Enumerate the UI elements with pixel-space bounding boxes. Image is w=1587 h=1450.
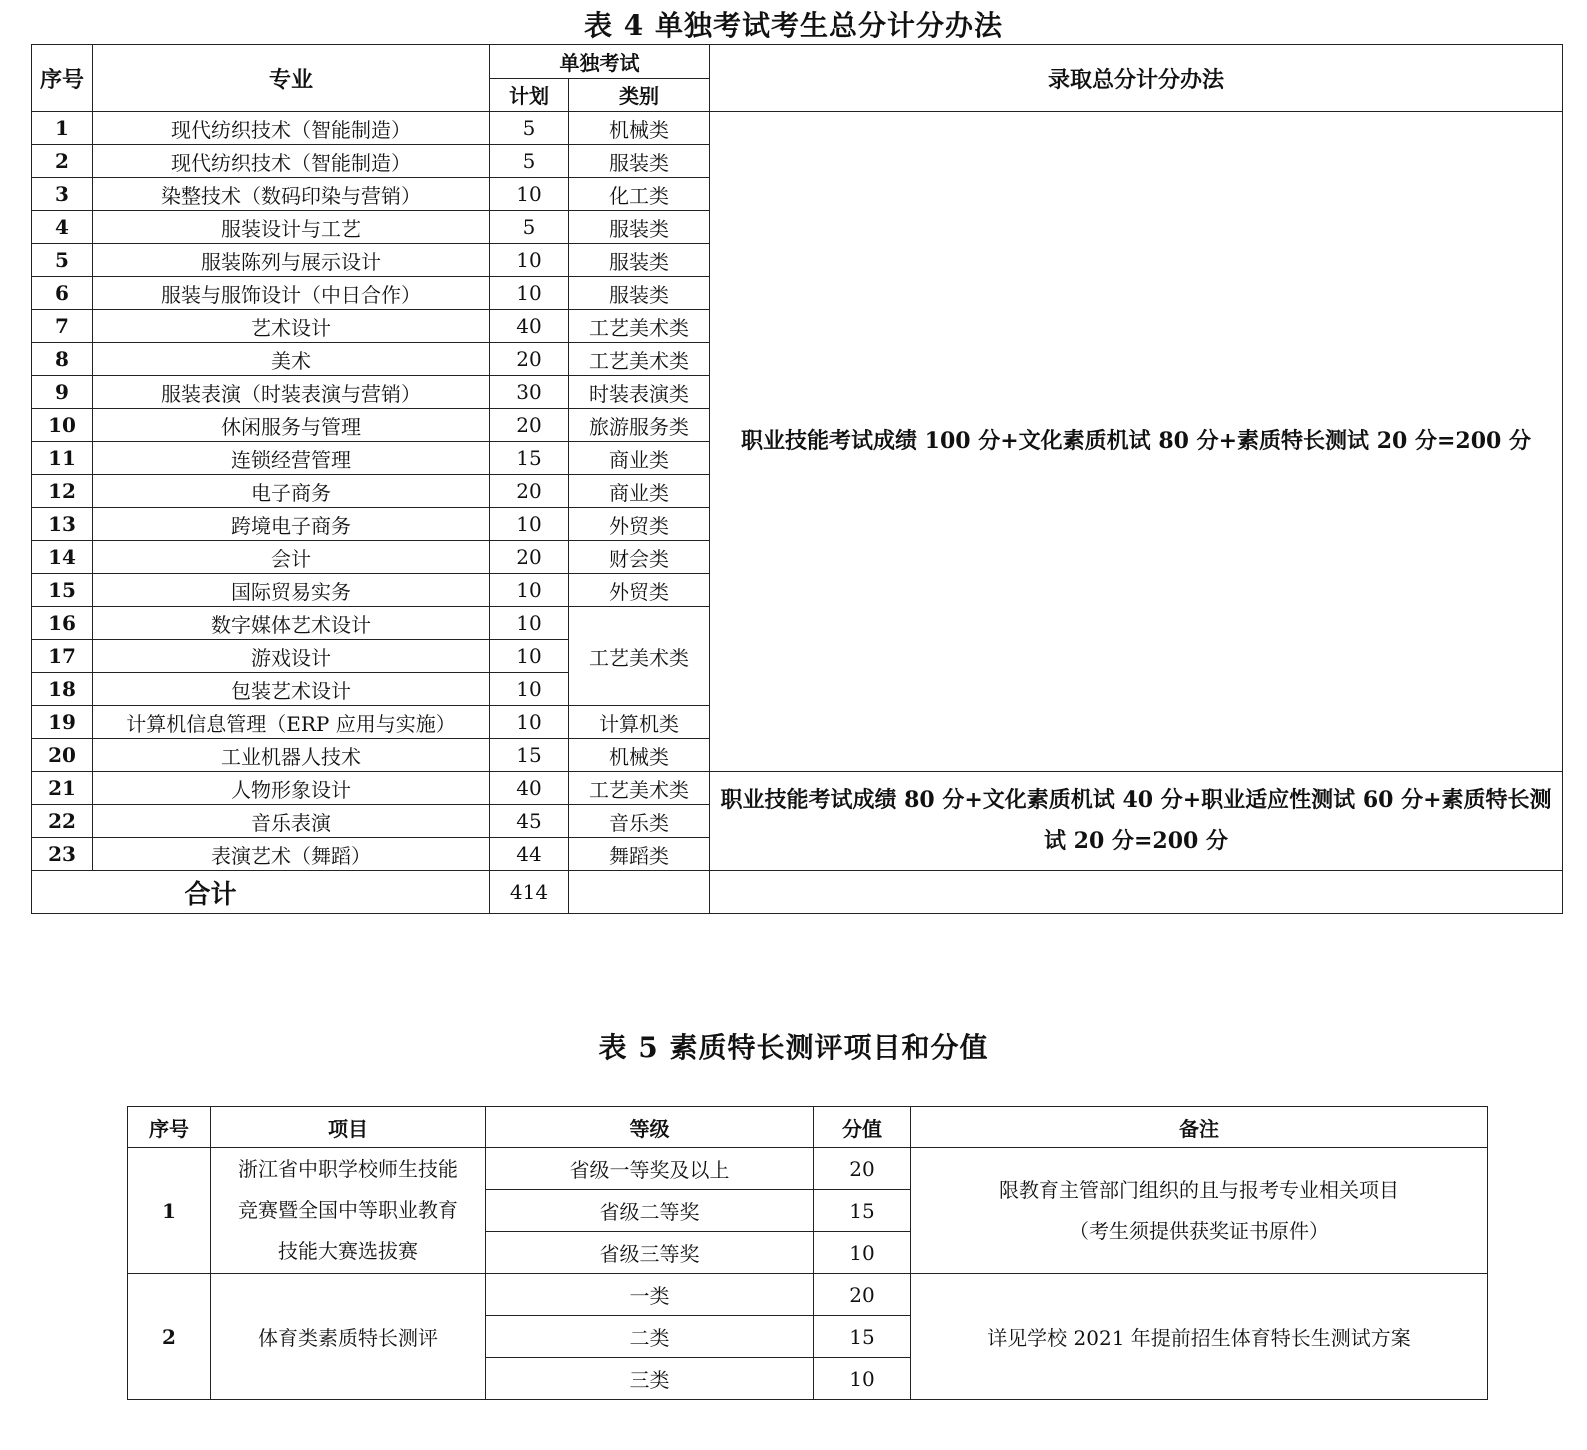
t5-score: 20 [814,1148,911,1190]
row-major: 服装陈列与展示设计 [93,244,490,277]
method-a: 职业技能考试成绩 100 分+文化素质机试 80 分+素质特长测试 20 分=200 分 [710,112,1563,772]
row-major: 人物形象设计 [93,772,490,805]
row-major: 表演艺术（舞蹈） [93,838,490,871]
row-index: 2 [32,145,93,178]
row-category: 机械类 [569,739,710,772]
table-row [32,112,1563,145]
t5-score: 15 [814,1190,911,1232]
row-category: 工艺美术类 [569,310,710,343]
row-index: 12 [32,475,93,508]
row-category: 服装类 [569,244,710,277]
row-major: 会计 [93,541,490,574]
t5-group-no: 1 [128,1148,211,1274]
row-index: 15 [32,574,93,607]
row-major: 音乐表演 [93,805,490,838]
total-method-empty [710,871,1563,914]
row-category: 服装类 [569,277,710,310]
row-plan: 5 [490,112,569,145]
row-major: 跨境电子商务 [93,508,490,541]
row-index: 3 [32,178,93,211]
row-category: 财会类 [569,541,710,574]
row-index: 22 [32,805,93,838]
row-major: 连锁经营管理 [93,442,490,475]
t5-score: 20 [814,1274,911,1316]
row-plan: 40 [490,772,569,805]
t5-level: 省级三等奖 [486,1232,814,1274]
row-category: 工艺美术类 [569,772,710,805]
row-index: 8 [32,343,93,376]
row-plan: 10 [490,673,569,706]
row-plan: 15 [490,739,569,772]
row-plan: 20 [490,343,569,376]
total-label: 合计 [32,871,490,914]
t5-header-level: 等级 [486,1107,814,1148]
row-plan: 5 [490,211,569,244]
row-plan: 30 [490,376,569,409]
row-index: 21 [32,772,93,805]
row-category: 服装类 [569,211,710,244]
row-major: 游戏设计 [93,640,490,673]
row-index: 5 [32,244,93,277]
row-plan: 10 [490,574,569,607]
table4 [31,44,1563,914]
t5-level: 一类 [486,1274,814,1316]
row-category: 商业类 [569,475,710,508]
row-major: 电子商务 [93,475,490,508]
row-category: 外贸类 [569,508,710,541]
header-plan: 计划 [490,78,569,112]
row-plan: 5 [490,145,569,178]
row-major: 服装设计与工艺 [93,211,490,244]
row-major: 休闲服务与管理 [93,409,490,442]
row-plan: 45 [490,805,569,838]
t5-score: 15 [814,1316,911,1358]
row-category: 服装类 [569,145,710,178]
row-category: 化工类 [569,178,710,211]
row-plan: 20 [490,475,569,508]
row-category: 外贸类 [569,574,710,607]
row-category: 工艺美术类 [569,607,710,706]
row-plan: 10 [490,244,569,277]
t5-group-note [911,1148,1488,1274]
row-plan: 10 [490,640,569,673]
table5-title: 表 5 素质特长测评项目和分值 [598,1031,989,1064]
row-major: 美术 [93,343,490,376]
row-category: 计算机类 [569,706,710,739]
t5-group-note: 详见学校 2021 年提前招生体育特长生测试方案 [911,1274,1488,1400]
row-index: 11 [32,442,93,475]
row-plan: 10 [490,607,569,640]
t5-level: 省级二等奖 [486,1190,814,1232]
row-major: 包装艺术设计 [93,673,490,706]
row-index: 14 [32,541,93,574]
t5-note-line2: （考生须提供获奖证书原件） [1069,1218,1329,1243]
row-plan: 10 [490,277,569,310]
t5-header-note: 备注 [911,1107,1488,1148]
row-plan: 20 [490,541,569,574]
row-index: 6 [32,277,93,310]
row-major: 工业机器人技术 [93,739,490,772]
t5-note-line1: 限教育主管部门组织的且与报考专业相关项目 [999,1177,1399,1202]
row-major: 服装表演（时装表演与营销） [93,376,490,409]
header-exam-group: 单独考试 [490,45,710,79]
row-index: 19 [32,706,93,739]
t5-level: 省级一等奖及以上 [486,1148,814,1190]
total-value: 414 [490,871,569,914]
header-major: 专业 [93,45,490,112]
t5-header-item: 项目 [211,1107,486,1148]
header-method: 录取总分计分办法 [710,45,1563,112]
row-index: 16 [32,607,93,640]
row-index: 20 [32,739,93,772]
total-category-empty [569,871,710,914]
row-plan: 20 [490,409,569,442]
row-major: 现代纺织技术（智能制造） [93,112,490,145]
row-category: 工艺美术类 [569,343,710,376]
row-plan: 10 [490,706,569,739]
row-major: 染整技术（数码印染与营销） [93,178,490,211]
t5-score: 10 [814,1358,911,1400]
row-plan: 40 [490,310,569,343]
row-major: 服装与服饰设计（中日合作） [93,277,490,310]
table-row [32,772,1563,805]
row-category: 时装表演类 [569,376,710,409]
row-category: 音乐类 [569,805,710,838]
row-index: 17 [32,640,93,673]
row-index: 1 [32,112,93,145]
t5-level: 三类 [486,1358,814,1400]
row-index: 7 [32,310,93,343]
table5 [127,1106,1488,1400]
row-index: 4 [32,211,93,244]
t5-group-item: 浙江省中职学校师生技能竞赛暨全国中等职业教育技能大赛选拔赛 [211,1148,486,1274]
row-major: 国际贸易实务 [93,574,490,607]
row-major: 艺术设计 [93,310,490,343]
row-index: 23 [32,838,93,871]
t5-group-item: 体育类素质特长测评 [211,1274,486,1400]
row-plan: 15 [490,442,569,475]
row-category: 商业类 [569,442,710,475]
row-plan: 44 [490,838,569,871]
row-index: 9 [32,376,93,409]
method-b: 职业技能考试成绩 80 分+文化素质机试 40 分+职业适应性测试 60 分+素质特长测试 20 分=200 分 [710,772,1563,871]
t5-header-score: 分值 [814,1107,911,1148]
t5-header-index: 序号 [128,1107,211,1148]
table4-title: 表 4 单独考试考生总分计分办法 [584,9,1003,42]
header-category: 类别 [569,78,710,112]
row-index: 13 [32,508,93,541]
row-plan: 10 [490,178,569,211]
t5-score: 10 [814,1232,911,1274]
t5-group-no: 2 [128,1274,211,1400]
row-category: 机械类 [569,112,710,145]
row-category: 舞蹈类 [569,838,710,871]
t5-level: 二类 [486,1316,814,1358]
row-index: 18 [32,673,93,706]
row-major: 计算机信息管理（ERP 应用与实施） [93,706,490,739]
row-major: 现代纺织技术（智能制造） [93,145,490,178]
header-index: 序号 [32,45,93,112]
row-category: 旅游服务类 [569,409,710,442]
row-plan: 10 [490,508,569,541]
row-index: 10 [32,409,93,442]
row-major: 数字媒体艺术设计 [93,607,490,640]
